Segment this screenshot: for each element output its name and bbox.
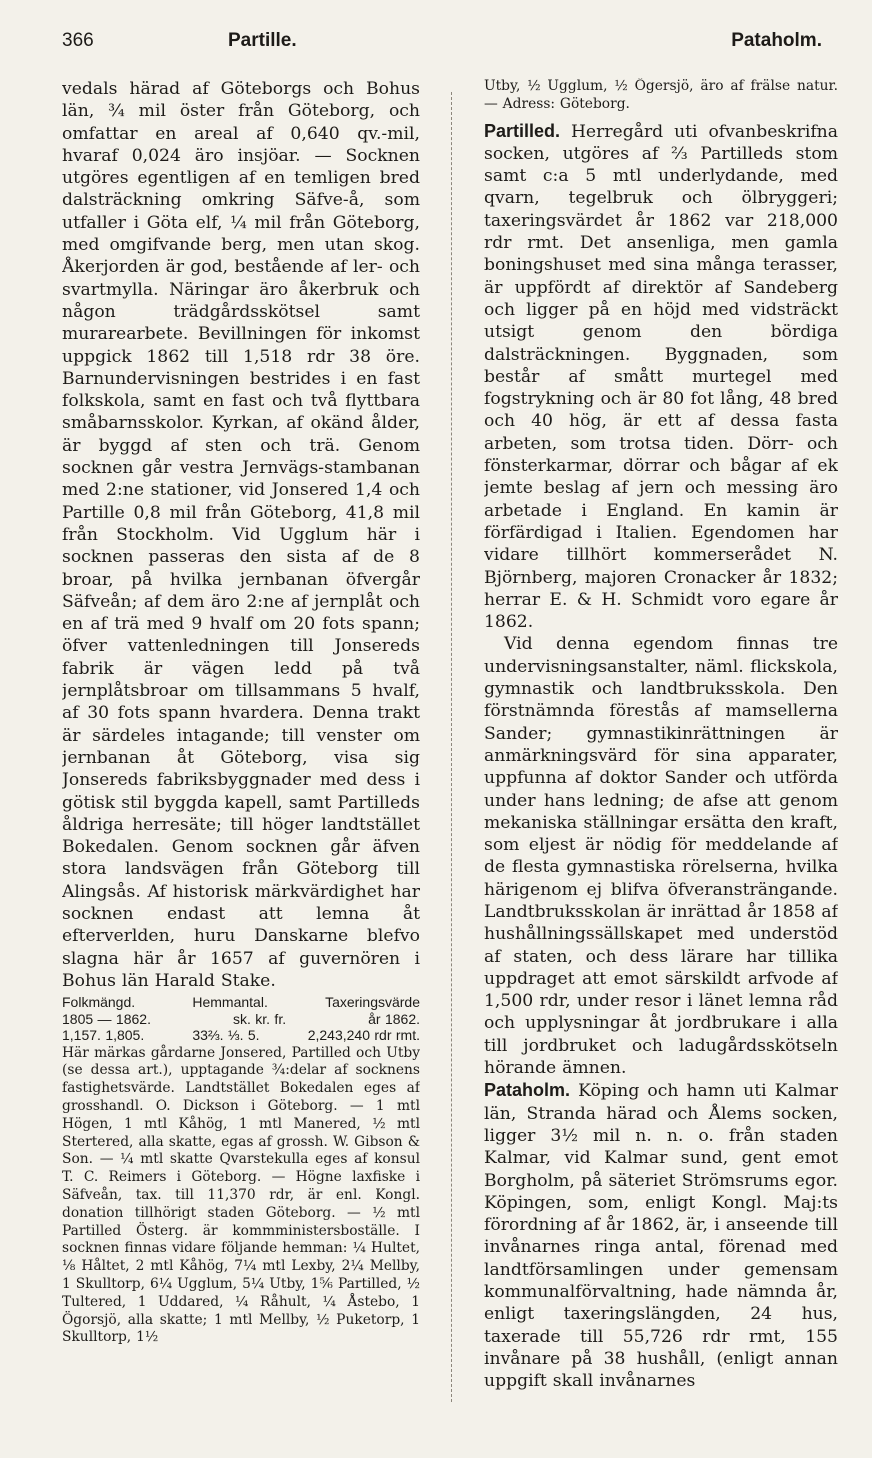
page-number: 366 <box>62 30 94 51</box>
partilled-schools: Vid denna egendom finnas tre undervisningsanstalter, näml. flickskola, gymnastik och landtbruksskola. Den förstnämnda förestås af mamsellerna Sander; gymnastikinrättningen är anmärkningsvärd för sina apparater, uppfunna af doktor Sander och utförda under hans ledning; de afse att genom mekaniska ställningar ersätta den kraft, som eljest är nödig för meddelande af de flesta gymnastiska rörelserna, hvilka härigenom ej blifva öfveransträngande. Landtbruksskolan är inrättad år 1858 af hushållningssällskapet med understöd af staten, och dess lärare har tillika uppdraget att emot särskildt arfvode af 1,500 rdr, under resor i länet lemna råd och upplysningar åt jordbrukare i alla till jordbruket och ladugårdsskötseln hörande ämnen. <box>484 634 838 1079</box>
stats-header-homesteads: Hemmantal. <box>192 994 268 1011</box>
pataholm-text: Köping och hamn uti Kalmar län, Stranda härad och Ålems socken, ligger 3½ mil n. n. o. från staden Kalmar, vid Kalmar sund, gent emot Borgholm, på säteriet Strömsrums egor. Köpingen, som, enligt Kongl. Maj:ts förordning af år 1862, är, i anseende till invånarnes ringa antal, förenad med landtförsamlingen under gemensam kommunalförvaltning, hade nämnda år, enligt taxeringslängden, 24 hus, taxerade till 55,726 rdr rmt, 155 invånare på 38 hushåll, (enligt annan uppgift skall invånarnes <box>484 1081 838 1392</box>
left-running-head: Partille. <box>228 30 297 51</box>
stats-units: sk. kr. fr. <box>232 1010 287 1027</box>
stats-header-population: Folkmängd. <box>62 994 136 1011</box>
property-note-continued: Utby, ½ Ugglum, ½ Ögersjö, äro af frälse natur. — Adress: Göteborg. <box>484 78 838 112</box>
stats-population-values: 1,157. 1,805. <box>62 1027 145 1044</box>
right-column <box>484 78 838 1448</box>
partilled-text: Herregård uti ofvanbeskrifna socken, utgöres af ⅔ Partilleds stom samt c:a 5 mtl underlydande, med qvarn, tegelbruk och ölbryggeri; taxeringsvärdet år 1862 var 218,000 rdr rmt. Det ansenliga, men gamla boningshuset med sina många terasser, är uppfördt af direktör af Sandeberg och ligger på en höjd med vidsträckt utsigt genom den bördiga dalsträckningen. Byggnaden, som består af smått murtegel med fogstrykning och är 80 fot lång, 48 bred och 40 hög, är ett af dessa fasta arbeten, som trotsa tiden. Dörr- och fönsterkarmar, dörrar och bågar af ek jemte beslag af jern och messing äro arbetade i England. En kamin är förfärdigad i Italien. Egendomen har vidare tillhört kommerserådet N. Björnberg, majoren Cronacker år 1832; herrar E. & H. Schmidt voro egare år 1862. <box>484 121 838 633</box>
pataholm-entry <box>484 1079 838 1392</box>
stats-years: 1805 — 1862. <box>62 1010 151 1027</box>
stats-valuation-value: 2,243,240 rdr rmt. <box>307 1027 420 1044</box>
stats-homestead-values: 33⅔. ⅓. 5. <box>192 1027 260 1044</box>
right-running-head: Pataholm. <box>731 30 822 51</box>
partille-description: vedals härad af Göteborgs och Bohus län, ¾ mil öster från Göteborg, och omfattar en areal af 0,640 qv.-mil, hvaraf 0,024 äro insjöar. — Socknen utgöres egentligen af en temligen bred dalsträckning omkring Säfve-å, som utfaller i Göta elf, ¼ mil från Göteborg, med omgifvande berg, men utan skog. Åkerjorden är god, bestående af ler- och svartmylla. Näringar äro åkerbruk och någon trädgårdsskötsel samt murarearbete. Bevillningen för inkomst uppgick 1862 till 1,518 rdr 38 öre. Barnundervisningen bestrides i en fast folkskola, samt en fast och två flyttbara småbarnsskolor. Kyrkan, af okänd ålder, är byggd af sten och trä. Genom socknen går vestra Jernvägs-stambanan med 2:ne stationer, vid Jonsered 1,4 och Partille 0,8 mil från Göteborg, 41,8 mil från Stockholm. Vid Ugglum här i socknen passeras den sista af de 8 broar, på hvilka jernbanan öfvergår Säfveån; af dem äro 2:ne af jernplåt och en af trä med 9 hvalf om 20 fots spann; öfver vattenledningen till Jonsereds fabrik är vägen ledd på två jernplåtsbroar om tillsammans 5 hvalf, af 30 fots spann hvardera. Denna trakt är särdeles intagande; till venster om jernbanan åt Göteborg, visa sig Jonsereds fabriksbyggnader med dess i götisk stil byggda kapell, samt Partilleds åldriga herresäte; till höger landtstället Bokedalen. Genom socknen går äfven stora landsvägen från Göteborg till Alingsås. Af historisk märkvärdighet har socknen endast att lemna åt efterverlden, huru Danskarne blefvo slagna här år 1657 af guvernören i Bohus län Harald Stake. <box>62 79 420 991</box>
partilled-headword: Partilled. <box>484 120 561 141</box>
statistics-table <box>62 994 420 1044</box>
page-header <box>62 30 834 66</box>
stats-subheader-row <box>62 1011 420 1028</box>
stats-year: år 1862. <box>368 1010 420 1027</box>
stats-header-valuation: Taxeringsvärde <box>325 994 420 1011</box>
pataholm-headword: Pataholm. <box>484 1080 571 1101</box>
left-column <box>62 78 420 1448</box>
stats-header-row <box>62 994 420 1011</box>
stats-value-row <box>62 1027 420 1044</box>
partilled-entry <box>484 120 838 634</box>
property-note: Här märkas gårdarne Jonsered, Partilled och Utby (se dessa art.), upptagande ¾:delar af socknens fastighetsvärde. Landtstället Bokedalen eges af grosshandl. O. Dickson i Göteborg. — 1 mtl Högen, 1 mtl Kåhög, 1 mtl Manered, ½ mtl Stertered, alla skatte, egas af grossh. W. Gibson & Son. — ¼ mtl skatte Qvarstekulla eges af konsul T. C. Reimers i Göteborg. — Högne laxfiske i Säfveån, tax. till 11,370 rdr, är enl. Kongl. donation tillhörigt staden Göteborg. — ½ mtl Partilled Österg. är kommministersboställe. I socknen finnas vidare följande hemman: ¼ Hultet, ⅛ Håltet, 2 mtl Kåhög, 7¼ mtl Lexby, 2¼ Mellby, 1 Skulltorp, 6¼ Ugglum, 5¼ Utby, 1⅚ Partilled, ½ Tultered, 1 Uddared, ¼ Råhult, ¼ Åstebo, 1 Ögorsjö, alla skatte; 1 mtl Mellby, ½ Puketorp, 1 Skulltorp, 1½ <box>62 1044 420 1346</box>
column-divider <box>451 92 452 1402</box>
